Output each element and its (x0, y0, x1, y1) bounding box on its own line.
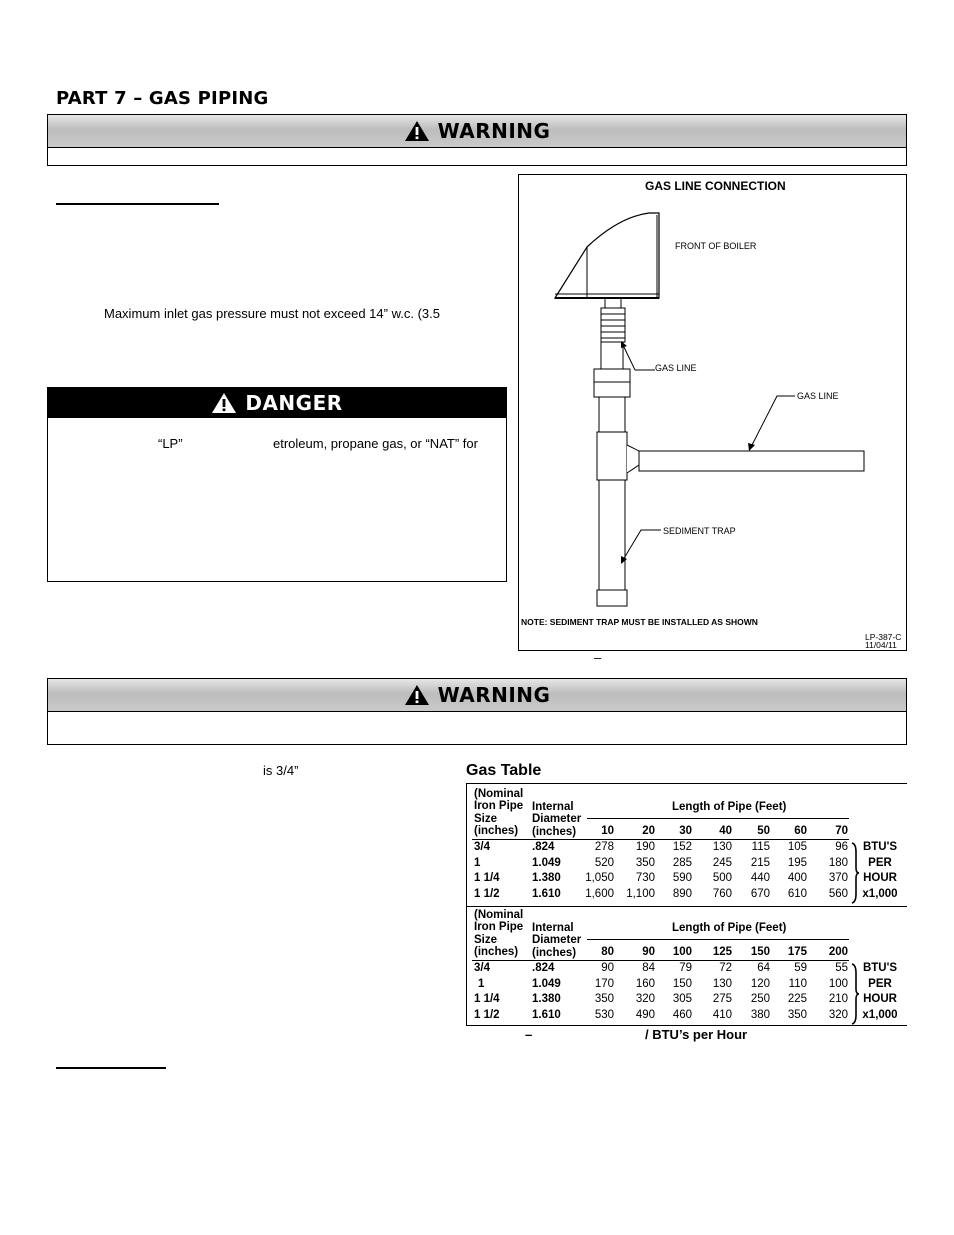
capacity-cell: 520 (594, 856, 614, 869)
capacity-cell: 96 (835, 841, 848, 853)
warning-triangle-icon (404, 120, 430, 142)
btu-side-label: PER (868, 977, 892, 990)
length-col-header: 125 (712, 946, 732, 958)
col-size-header: (inches) (474, 945, 519, 958)
danger-box (47, 387, 507, 582)
capacity-cell: 460 (672, 1008, 692, 1021)
front-of-boiler-label: FRONT OF BOILER (675, 241, 757, 251)
capacity-cell: 130 (712, 841, 732, 853)
pipe-size-cell: 1 (478, 977, 485, 990)
capacity-cell: 890 (672, 887, 692, 900)
length-header-rule (587, 818, 849, 819)
capacity-cell: 152 (672, 841, 692, 853)
col-diameter-header: Diameter (532, 934, 582, 947)
col-size-header: (Nominal (474, 909, 524, 921)
capacity-cell: 500 (712, 872, 732, 885)
col-diameter-header: (inches) (532, 946, 577, 959)
capacity-cell: 350 (787, 1008, 807, 1021)
length-col-header: 30 (679, 825, 692, 837)
gas-line-figure (518, 174, 907, 651)
danger-label: DANGER (245, 391, 343, 415)
capacity-cell: 560 (828, 887, 848, 900)
capacity-cell: 305 (672, 993, 692, 1006)
capacity-cell: 120 (750, 977, 770, 990)
btu-side-label: BTU'S (862, 962, 898, 974)
capacity-cell: 225 (787, 993, 807, 1006)
capacity-cell: 250 (750, 993, 770, 1006)
capacity-cell: 170 (594, 977, 614, 990)
capacity-cell: 1,100 (626, 887, 655, 900)
capacity-cell: 760 (712, 887, 732, 900)
length-col-header: 50 (757, 825, 770, 837)
section-heading-underline-2 (56, 1067, 166, 1069)
capacity-cell: 55 (835, 962, 848, 974)
capacity-cell: 370 (828, 872, 848, 885)
col-size-header: Iron Pipe (474, 800, 524, 813)
header-rule (472, 839, 849, 840)
figure-title: GAS LINE CONNECTION (645, 179, 786, 193)
gas-line-label-2: GAS LINE (797, 391, 839, 401)
danger-header (48, 388, 506, 418)
length-col-header: 90 (642, 946, 655, 958)
capacity-cell: 320 (828, 1008, 848, 1021)
diameter-cell: 1.380 (532, 993, 561, 1006)
sediment-trap-label: SEDIMENT TRAP (663, 526, 736, 536)
pipe-size-cell: 3/4 (474, 962, 490, 974)
capacity-cell: 1,600 (585, 887, 614, 900)
figure-code: LP-387-C (865, 632, 902, 642)
col-diameter-header: Internal (532, 801, 574, 813)
capacity-cell: 79 (679, 962, 692, 974)
btu-side-label: HOUR (863, 872, 897, 885)
diameter-cell: .824 (532, 841, 555, 853)
col-diameter-header: Internal (532, 922, 574, 934)
capacity-cell: 730 (635, 872, 655, 885)
capacity-cell: 245 (712, 856, 732, 869)
warning-header-mid (48, 679, 906, 712)
gas-table-title: Gas Table (466, 762, 542, 779)
capacity-cell: 610 (787, 887, 807, 900)
capacity-cell: 410 (712, 1008, 732, 1021)
col-size-header: Size (474, 933, 498, 946)
btu-side-label: x1,000 (862, 887, 898, 900)
gas-table-caption-dash: – (525, 1027, 533, 1042)
header-rule (472, 960, 849, 961)
pipe-size-cell: 3/4 (474, 841, 490, 853)
length-col-header: 80 (601, 946, 614, 958)
danger-triangle-icon (211, 392, 237, 414)
capacity-cell: 190 (635, 841, 655, 853)
danger-text-rest: etroleum, propane gas, or “NAT” for (273, 436, 478, 451)
capacity-cell: 380 (750, 1008, 770, 1021)
length-col-header: 60 (794, 825, 807, 837)
col-size-header: Iron Pipe (474, 921, 524, 934)
btu-side-label: BTU'S (862, 841, 898, 853)
length-col-header: 20 (642, 825, 655, 837)
diameter-cell: .824 (532, 962, 555, 974)
pipe-size-cell: 1 1/4 (474, 993, 500, 1006)
capacity-cell: 400 (787, 872, 807, 885)
length-col-header: 10 (601, 825, 614, 837)
capacity-cell: 278 (594, 841, 614, 853)
gas-line-label-1: GAS LINE (655, 363, 697, 373)
capacity-cell: 90 (601, 962, 614, 974)
pipe-size-cell: 1 1/4 (474, 872, 500, 885)
length-header-rule (587, 939, 849, 940)
capacity-cell: 115 (751, 841, 770, 853)
warning-box-top (47, 114, 907, 166)
length-col-header: 175 (787, 946, 807, 958)
inlet-pressure-text: Maximum inlet gas pressure must not exceed 14” w.c. (3.5 (104, 306, 440, 321)
danger-text-lp: “LP” (158, 436, 183, 451)
col-size-header: Size (474, 812, 498, 825)
btu-side-label: HOUR (863, 993, 897, 1006)
capacity-cell: 490 (635, 1008, 655, 1021)
length-col-header: 70 (835, 825, 848, 837)
capacity-cell: 215 (750, 856, 770, 869)
capacity-cell: 320 (635, 993, 655, 1006)
capacity-cell: 530 (594, 1008, 614, 1021)
col-size-header: (inches) (474, 824, 519, 837)
btu-side-label: x1,000 (862, 1008, 898, 1021)
col-diameter-header: Diameter (532, 813, 582, 826)
capacity-cell: 275 (712, 993, 732, 1006)
capacity-cell: 670 (750, 887, 770, 900)
capacity-cell: 84 (642, 962, 655, 974)
diameter-cell: 1.049 (532, 856, 561, 869)
figure-note: NOTE: SEDIMENT TRAP MUST BE INSTALLED AS SHOWN (521, 617, 758, 627)
diameter-cell: 1.380 (532, 872, 561, 885)
capacity-cell: 350 (594, 993, 614, 1006)
diameter-cell: 1.049 (532, 977, 561, 990)
col-size-header: (Nominal (474, 788, 524, 800)
capacity-cell: 180 (828, 856, 848, 869)
pipe-size-cell: 1 1/2 (474, 1008, 500, 1021)
length-col-header: 150 (750, 946, 770, 958)
capacity-cell: 210 (828, 993, 848, 1006)
capacity-cell: 105 (787, 841, 807, 853)
figure-caption-dash: – (594, 650, 602, 665)
capacity-cell: 100 (828, 977, 848, 990)
length-header: Length of Pipe (Feet) (672, 801, 787, 813)
warning-label-mid: WARNING (437, 683, 551, 707)
capacity-cell: 64 (757, 962, 770, 974)
length-col-header: 100 (672, 946, 692, 958)
capacity-cell: 285 (672, 856, 692, 869)
section-heading-underline (56, 203, 219, 205)
capacity-cell: 590 (672, 872, 692, 885)
figure-date: 11/04/11 (865, 640, 897, 650)
warning-label-top: WARNING (437, 119, 551, 143)
page-title: PART 7 – GAS PIPING (56, 88, 269, 109)
pipe-size-cell: 1 (474, 856, 481, 869)
capacity-cell: 59 (794, 962, 807, 974)
btu-side-label: PER (868, 856, 892, 869)
length-col-header: 200 (828, 946, 848, 958)
capacity-cell: 195 (787, 856, 807, 869)
length-header: Length of Pipe (Feet) (672, 922, 787, 934)
gas-table-divider (467, 906, 907, 907)
pipe-size-cell: 1 1/2 (474, 887, 500, 900)
capacity-cell: 150 (672, 977, 692, 990)
capacity-cell: 1,050 (585, 872, 614, 885)
warning-triangle-icon (404, 684, 430, 706)
capacity-cell: 130 (712, 977, 732, 990)
capacity-cell: 110 (788, 977, 807, 990)
capacity-cell: 350 (635, 856, 655, 869)
col-diameter-header: (inches) (532, 825, 577, 838)
pipe-size-text: is 3/4” (263, 763, 299, 778)
capacity-cell: 72 (719, 962, 732, 974)
warning-header-top (48, 115, 906, 148)
gas-table-caption: / BTU’s per Hour (645, 1027, 748, 1042)
capacity-cell: 160 (635, 977, 655, 990)
length-col-header: 40 (719, 825, 732, 837)
diameter-cell: 1.610 (532, 887, 561, 900)
diameter-cell: 1.610 (532, 1008, 561, 1021)
capacity-cell: 440 (750, 872, 770, 885)
warning-box-mid (47, 678, 907, 745)
